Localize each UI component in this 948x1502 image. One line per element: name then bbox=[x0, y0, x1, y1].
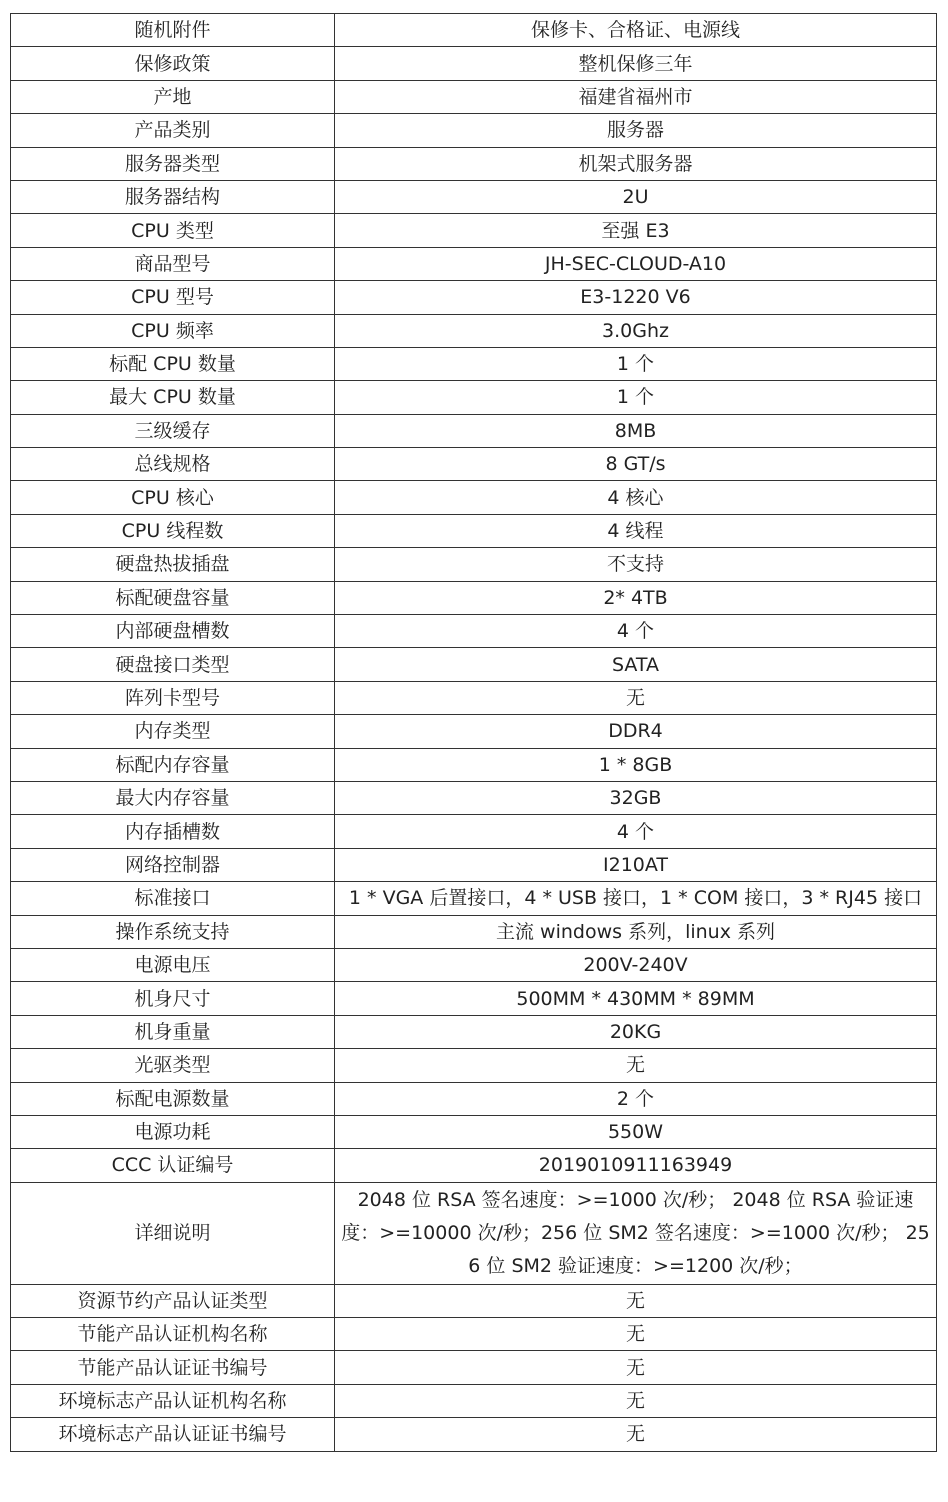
table-row bbox=[11, 1015, 937, 1048]
row-label: CPU 频率 bbox=[11, 314, 335, 347]
row-value: JH-SEC-CLOUD-A10 bbox=[335, 247, 937, 280]
table-row bbox=[11, 615, 937, 648]
row-value: 保修卡、合格证、电源线 bbox=[335, 14, 937, 47]
row-value: 服务器 bbox=[335, 114, 937, 147]
row-label: 三级缓存 bbox=[11, 414, 335, 447]
table-row bbox=[11, 14, 937, 47]
row-label: CPU 核心 bbox=[11, 481, 335, 514]
row-label: 节能产品认证机构名称 bbox=[11, 1318, 335, 1351]
row-value: 机架式服务器 bbox=[335, 147, 937, 180]
row-value: 不支持 bbox=[335, 548, 937, 581]
row-value: 1 个 bbox=[335, 381, 937, 414]
row-value: E3-1220 V6 bbox=[335, 281, 937, 314]
table-row bbox=[11, 214, 937, 247]
row-label: 商品型号 bbox=[11, 247, 335, 280]
row-value: 500MM * 430MM * 89MM bbox=[335, 982, 937, 1015]
table-row bbox=[11, 915, 937, 948]
table-row bbox=[11, 1115, 937, 1148]
row-value: 主流 windows 系列，linux 系列 bbox=[335, 915, 937, 948]
row-value: 2U bbox=[335, 180, 937, 213]
row-label: 内存类型 bbox=[11, 715, 335, 748]
table-row bbox=[11, 47, 937, 80]
row-value: DDR4 bbox=[335, 715, 937, 748]
row-label: 标配内存容量 bbox=[11, 748, 335, 781]
table-row bbox=[11, 948, 937, 981]
row-value: 整机保修三年 bbox=[335, 47, 937, 80]
table-row bbox=[11, 481, 937, 514]
table-row bbox=[11, 1082, 937, 1115]
table-row bbox=[11, 347, 937, 380]
row-label: 电源电压 bbox=[11, 948, 335, 981]
row-label: 操作系统支持 bbox=[11, 915, 335, 948]
table-row bbox=[11, 715, 937, 748]
row-label: 网络控制器 bbox=[11, 848, 335, 881]
row-label: 内存插槽数 bbox=[11, 815, 335, 848]
table-row bbox=[11, 848, 937, 881]
row-value: 8 GT/s bbox=[335, 448, 937, 481]
row-label: CPU 型号 bbox=[11, 281, 335, 314]
row-value: 福建省福州市 bbox=[335, 80, 937, 113]
table-row bbox=[11, 982, 937, 1015]
row-value: 2* 4TB bbox=[335, 581, 937, 614]
row-value: I210AT bbox=[335, 848, 937, 881]
table-row bbox=[11, 281, 937, 314]
row-value: 3.0Ghz bbox=[335, 314, 937, 347]
row-label: 环境标志产品认证机构名称 bbox=[11, 1384, 335, 1417]
row-value: 200V-240V bbox=[335, 948, 937, 981]
row-label: 总线规格 bbox=[11, 448, 335, 481]
table-row bbox=[11, 1351, 937, 1384]
row-label: 内部硬盘槽数 bbox=[11, 615, 335, 648]
table-row bbox=[11, 548, 937, 581]
row-label: 环境标志产品认证证书编号 bbox=[11, 1418, 335, 1451]
row-label: 阵列卡型号 bbox=[11, 681, 335, 714]
row-label: 硬盘热拔插盘 bbox=[11, 548, 335, 581]
table-row bbox=[11, 1318, 937, 1351]
table-row bbox=[11, 581, 937, 614]
row-label: 标准接口 bbox=[11, 882, 335, 915]
row-value: 20KG bbox=[335, 1015, 937, 1048]
table-row bbox=[11, 815, 937, 848]
row-value: 1 * 8GB bbox=[335, 748, 937, 781]
table-row bbox=[11, 147, 937, 180]
row-label: 电源功耗 bbox=[11, 1115, 335, 1148]
table-row bbox=[11, 514, 937, 547]
row-label: 光驱类型 bbox=[11, 1049, 335, 1082]
row-value: 2019010911163949 bbox=[335, 1149, 937, 1182]
row-value: 1 个 bbox=[335, 347, 937, 380]
row-label: 最大 CPU 数量 bbox=[11, 381, 335, 414]
row-label: CCC 认证编号 bbox=[11, 1149, 335, 1182]
row-label: 标配电源数量 bbox=[11, 1082, 335, 1115]
table-row bbox=[11, 1049, 937, 1082]
row-label: 硬盘接口类型 bbox=[11, 648, 335, 681]
row-value: 无 bbox=[335, 1384, 937, 1417]
row-value: 无 bbox=[335, 1049, 937, 1082]
table-row bbox=[11, 1284, 937, 1317]
spec-table bbox=[10, 13, 937, 1452]
row-value: 无 bbox=[335, 681, 937, 714]
table-row bbox=[11, 781, 937, 814]
table-row bbox=[11, 681, 937, 714]
row-label: CPU 类型 bbox=[11, 214, 335, 247]
table-row bbox=[11, 748, 937, 781]
row-value: 4 个 bbox=[335, 615, 937, 648]
row-value: 无 bbox=[335, 1318, 937, 1351]
table-row bbox=[11, 314, 937, 347]
table-row bbox=[11, 882, 937, 915]
row-value: SATA bbox=[335, 648, 937, 681]
row-label: 随机附件 bbox=[11, 14, 335, 47]
row-label: 详细说明 bbox=[11, 1182, 335, 1284]
row-value: 2048 位 RSA 签名速度：>=1000 次/秒； 2048 位 RSA 验证速度：>=10000 次/秒；256 位 SM2 签名速度：>=1000 次/秒； 256 位 SM2 验证速度：>=1200 次/秒； bbox=[335, 1182, 937, 1284]
row-value: 4 核心 bbox=[335, 481, 937, 514]
row-label: 标配硬盘容量 bbox=[11, 581, 335, 614]
row-label: 资源节约产品认证类型 bbox=[11, 1284, 335, 1317]
row-label: 产品类别 bbox=[11, 114, 335, 147]
row-label: 保修政策 bbox=[11, 47, 335, 80]
row-value: 无 bbox=[335, 1418, 937, 1451]
table-row bbox=[11, 180, 937, 213]
row-label: 服务器类型 bbox=[11, 147, 335, 180]
table-row bbox=[11, 114, 937, 147]
table-row bbox=[11, 247, 937, 280]
table-row bbox=[11, 381, 937, 414]
row-value: 1 * VGA 后置接口，4 * USB 接口，1 * COM 接口，3 * RJ45 接口 bbox=[335, 882, 937, 915]
table-row bbox=[11, 1384, 937, 1417]
row-value: 至强 E3 bbox=[335, 214, 937, 247]
row-label: 机身尺寸 bbox=[11, 982, 335, 1015]
spec-table-body bbox=[11, 14, 937, 1452]
row-value: 550W bbox=[335, 1115, 937, 1148]
row-value: 无 bbox=[335, 1284, 937, 1317]
row-value: 8MB bbox=[335, 414, 937, 447]
table-row bbox=[11, 1418, 937, 1451]
row-value: 无 bbox=[335, 1351, 937, 1384]
row-label: 机身重量 bbox=[11, 1015, 335, 1048]
table-row bbox=[11, 80, 937, 113]
row-label: 产地 bbox=[11, 80, 335, 113]
table-row bbox=[11, 1149, 937, 1182]
table-row bbox=[11, 448, 937, 481]
row-label: 标配 CPU 数量 bbox=[11, 347, 335, 380]
row-label: 服务器结构 bbox=[11, 180, 335, 213]
table-row bbox=[11, 1182, 937, 1284]
row-label: CPU 线程数 bbox=[11, 514, 335, 547]
row-value: 4 个 bbox=[335, 815, 937, 848]
row-value: 4 线程 bbox=[335, 514, 937, 547]
table-row bbox=[11, 648, 937, 681]
row-value: 32GB bbox=[335, 781, 937, 814]
row-label: 最大内存容量 bbox=[11, 781, 335, 814]
row-value: 2 个 bbox=[335, 1082, 937, 1115]
table-row bbox=[11, 414, 937, 447]
row-label: 节能产品认证证书编号 bbox=[11, 1351, 335, 1384]
